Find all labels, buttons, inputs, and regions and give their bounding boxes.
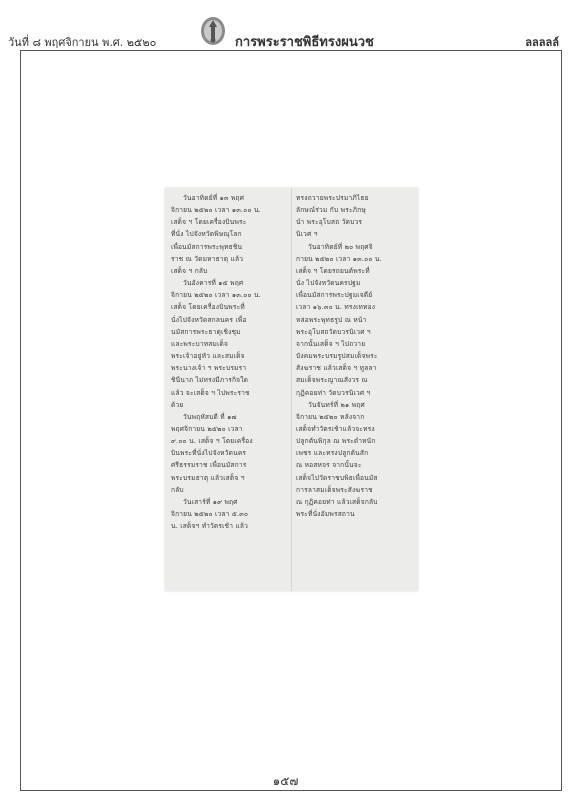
clipping-line: ราช ณ วัดมหาธาตุ แล้ว — [171, 254, 244, 263]
clipping-line: วันจันทร์ที่ ๒๑ พฤศ — [308, 400, 365, 409]
clipping-line: ที่นั่ง ไปจังหวัดพิษณุโลก — [171, 230, 242, 239]
clipping-line: และพระบาทสมเด็จ — [171, 339, 229, 348]
clipping-left-column — [171, 192, 289, 532]
clipping-line: พระนางเจ้า ฯ พระบรมรา — [171, 364, 247, 373]
clipping-line: เวลา ๑๖.๓๐ น. ทรงเททอง — [296, 303, 376, 312]
clipping-line: พระเจ้าอยู่หัว และสมเด็จ — [171, 352, 245, 361]
clipping-line: เสด็จ ฯ โดยเครื่องบินพระ — [171, 218, 247, 227]
clipping-line: พฤศจิกายน ๒๕๒๐ เวลา — [171, 424, 243, 433]
clipping-line: กุฏิคอยท่า วัดบวรนิเวศ ฯ — [296, 388, 371, 397]
newspaper-clipping — [165, 188, 418, 591]
clipping-line: พระอุโบสถวัดบวรนิเวศ ฯ — [296, 327, 371, 336]
clipping-line: พระที่นั่งอัมพรสถาน — [296, 510, 355, 519]
clipping-line: ณ หอสหจร จากนั้นจะ — [296, 461, 362, 470]
clipping-line: นมัสการพระธาตุเชิงชุม — [171, 327, 241, 336]
clipping-line: นำ พระอุโบสถ วัดบวร — [296, 218, 363, 227]
clipping-line: เสด็จทำวัตรเช้าแล้วจะทรง — [296, 424, 375, 433]
clipping-line: บังคมพระบรมรูปสมเด็จพระ — [296, 352, 378, 361]
clipping-line: เสด็จ โดยเครื่องบินพระที่ — [171, 303, 245, 312]
clipping-line: จิกายน ๒๕๒๐ เวลา ๑๓.๐๐ น. — [171, 291, 261, 300]
clipping-line: จิกายน ๒๕๒๐ เวลา ๕.๓๐ — [171, 510, 249, 519]
page-header — [0, 0, 571, 50]
clipping-line: น. เสด็จฯ ทำวัตรเช้า แล้ว — [171, 522, 249, 531]
emblem-icon — [198, 14, 228, 46]
clipping-line: ลักษณ์ร่วม กับ พระภิกษุ — [296, 206, 366, 215]
clipping-line: วันอาทิตย์ที่ ๑๓ พฤศ — [183, 194, 245, 202]
clipping-line: บินพระที่นั่งไปจังหวัดนคร — [171, 449, 247, 458]
clipping-line: นั่งไปจังหวัดสกลนคร เพื่อ — [171, 315, 247, 324]
page-number: ๑๕๗ — [272, 774, 299, 788]
clipping-line: เพื่อนมัสการพระพุทธชิน — [171, 242, 243, 251]
clipping-line: วันอาทิตย์ที่ ๒๐ พฤศจิ — [308, 242, 373, 251]
clipping-line: จากนั้นเสด็จ ฯ ไปถวาย — [296, 339, 366, 348]
clipping-line: ศรีธรรมราช เพื่อนมัสการ — [171, 461, 247, 470]
clipping-line: วันพฤหัสบดี ที่ ๑๗ — [183, 412, 237, 421]
clipping-line: เพื่อนมัสการพระปฐมเจดีย์ — [296, 291, 373, 300]
clipping-line: ปลูกต้นพิกุล ณ พระตำหนัก — [296, 437, 376, 446]
clipping-line: กลับ — [171, 485, 184, 494]
clipping-line: เสด็จไปวัดราชบพิธเพื่อนมัส — [296, 473, 378, 482]
clipping-line: จิกายน ๒๕๒๐ หลังจาก — [296, 412, 365, 421]
column-divider — [291, 188, 292, 591]
clipping-line: นิเวศ ฯ — [296, 230, 318, 239]
clipping-line: ด้วย — [171, 400, 184, 409]
header-date: วันที่ ๘ พฤศจิกายน พ.ศ. ๒๕๒๐ — [8, 36, 157, 49]
header-title: การพระราชพิธีทรงผนวช — [235, 35, 374, 50]
clipping-line: ๙.๐๐ น. เสด็จ ฯ โดยเครื่อง — [171, 437, 253, 446]
clipping-line: เพชร และทรงปลูกต้นสัก — [296, 449, 369, 458]
clipping-line: กายน ๒๕๒๐ เวลา ๑๓.๐๐ น. — [296, 254, 382, 263]
clipping-line: เสด็จ ฯ กลับ — [171, 266, 208, 275]
clipping-line: หล่อพระพุทธรูป ณ หน้า — [296, 315, 367, 324]
clipping-line: สมเด็จพระญาณสังวร ณ — [296, 376, 368, 385]
clipping-line: เสด็จ ฯ โดยรถยนต์พระที่ — [296, 266, 370, 275]
clipping-line: สังฆราช แล้วเสด็จ ฯ ทูลลา — [296, 364, 377, 373]
clipping-line: วันอังคารที่ ๑๕ พฤศ — [183, 279, 244, 288]
clipping-right-column — [296, 192, 414, 520]
clipping-line: ชินีนาถ ไม่ทรงมีภารกิจใด — [171, 376, 249, 385]
clipping-line: ณ กุฏิคอยท่า แล้วเสด็จกลับ — [296, 497, 378, 506]
clipping-line: จิกายน ๒๕๒๐ เวลา ๑๓.๐๐ น. — [171, 206, 261, 215]
header-right-label: ลลลลล์ — [525, 36, 559, 49]
clipping-line: ทรงถวายพระปรมาภิไธย — [296, 194, 369, 202]
clipping-line: แล้ว จะเสด็จ ฯ ไปพระราช — [171, 388, 250, 397]
clipping-line: พระบรมธาตุ แล้วเสด็จ ฯ — [171, 473, 245, 482]
clipping-line: วันเสาร์ที่ ๑๙ พฤศ — [183, 497, 238, 506]
clipping-line: นั่ง ไปจังหวัดนครปฐม — [296, 279, 361, 288]
clipping-line: การลาสมเด็จพระสังฆราช — [296, 485, 373, 494]
